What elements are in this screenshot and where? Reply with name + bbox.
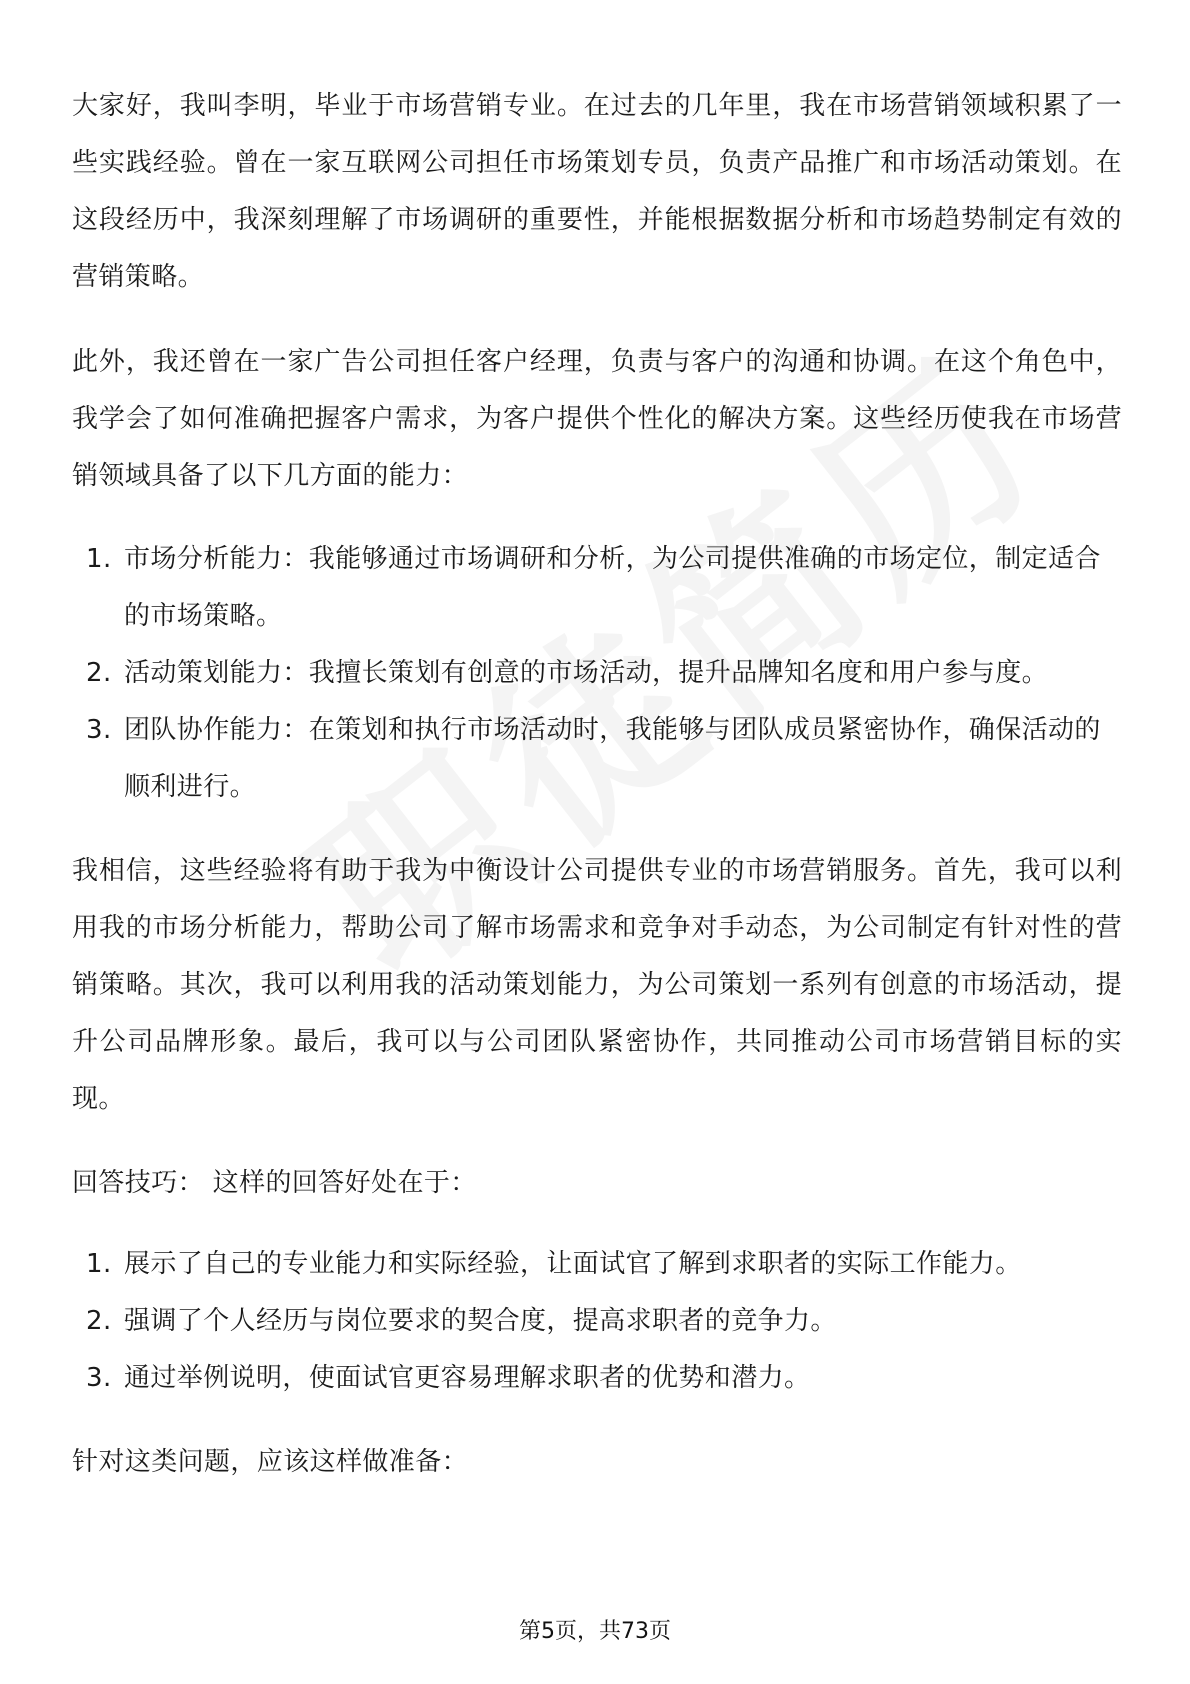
abilities-list bbox=[72, 531, 1122, 816]
answer-tip-heading: 回答技巧： 这样的回答好处在于： bbox=[72, 1168, 477, 1198]
paragraph-experience: 此外，我还曾在一家广告公司担任客户经理，负责与客户的沟通和协调。在这个角色中，我学会了如何准确把握客户需求，为客户提供个性化的解决方案。这些经历使我在市场营销领域具备了以下几方面的能力： bbox=[72, 347, 1122, 491]
list-item bbox=[72, 702, 1122, 816]
list-item bbox=[72, 1350, 1122, 1407]
list-item-text: 市场分析能力：我能够通过市场调研和分析，为公司提供准确的市场定位，制定适合的市场策略。 bbox=[124, 544, 1101, 631]
list-item bbox=[72, 1236, 1122, 1293]
page-number: 第5页，共73页 bbox=[519, 1619, 671, 1644]
paragraph-conclusion: 我相信，这些经验将有助于我为中衡设计公司提供专业的市场营销服务。首先，我可以利用我的市场分析能力，帮助公司了解市场需求和竞争对手动态，为公司制定有针对性的营销策略。其次，我可以利用我的活动策划能力，为公司策划一系列有创意的市场活动，提升公司品牌形象。最后，我可以与公司团队紧密协作，共同推动公司市场营销目标的实现。 bbox=[72, 856, 1122, 1114]
list-number: 1. bbox=[86, 544, 112, 574]
list-item bbox=[72, 1293, 1122, 1350]
list-item-text: 展示了自己的专业能力和实际经验，让面试官了解到求职者的实际工作能力。 bbox=[124, 1249, 1022, 1279]
document-body bbox=[72, 78, 1122, 1491]
list-number: 2. bbox=[86, 658, 112, 688]
benefits-list bbox=[72, 1236, 1122, 1407]
paragraph-intro: 大家好，我叫李明，毕业于市场营销专业。在过去的几年里，我在市场营销领域积累了一些实践经验。曾在一家互联网公司担任市场策划专员，负责产品推广和市场活动策划。在这段经历中，我深刻理解了市场调研的重要性，并能根据数据分析和市场趋势制定有效的营销策略。 bbox=[72, 91, 1122, 292]
list-item-text: 强调了个人经历与岗位要求的契合度，提高求职者的竞争力。 bbox=[124, 1306, 837, 1336]
list-item-text: 通过举例说明，使面试官更容易理解求职者的优势和潜力。 bbox=[124, 1363, 811, 1393]
list-item bbox=[72, 531, 1122, 645]
list-item-text: 团队协作能力：在策划和执行市场活动时，我能够与团队成员紧密协作，确保活动的顺利进行。 bbox=[124, 715, 1101, 802]
list-number: 1. bbox=[86, 1249, 112, 1279]
list-item-text: 活动策划能力：我擅长策划有创意的市场活动，提升品牌知名度和用户参与度。 bbox=[124, 658, 1049, 688]
list-number: 3. bbox=[86, 1363, 112, 1393]
list-number: 2. bbox=[86, 1306, 112, 1336]
preparation-heading: 针对这类问题，应该这样做准备： bbox=[72, 1447, 469, 1477]
list-item bbox=[72, 645, 1122, 702]
list-number: 3. bbox=[86, 715, 112, 745]
